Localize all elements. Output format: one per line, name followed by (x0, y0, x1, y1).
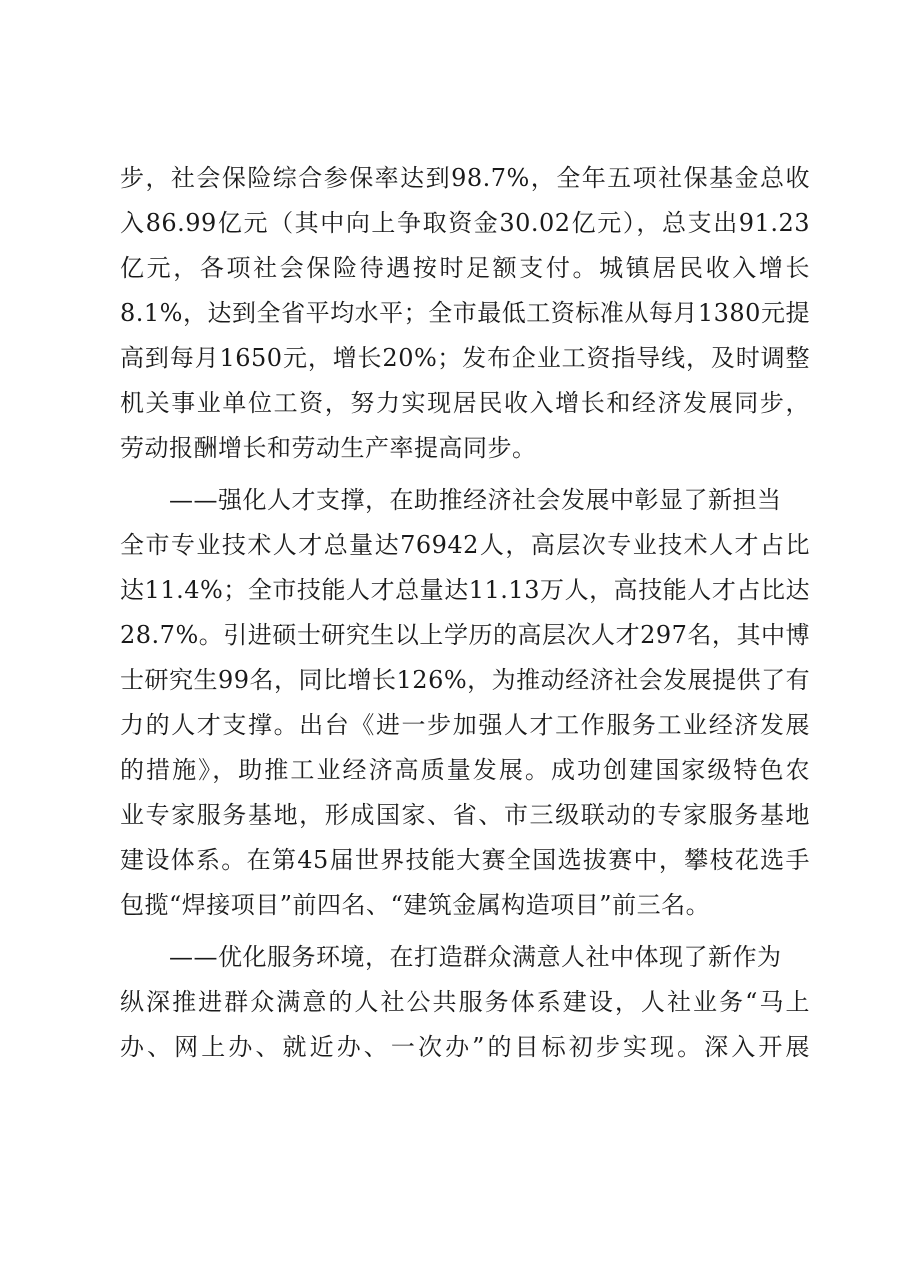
text-line: 高到每月1650元，增长20%；发布企业工资指导线，及时调整 (120, 344, 810, 372)
text-line: 士研究生99名，同比增长126%，为推动经济社会发展提供了有 (120, 666, 811, 694)
text-line: 劳动报酬增长和劳动生产率提高同步。 (120, 434, 537, 462)
text-line: 业专家服务基地，形成国家、省、市三级联动的专家服务基地 (120, 801, 810, 829)
text-line: 机关事业单位工资，努力实现居民收入增长和经济发展同步， (120, 389, 810, 417)
text-line: 入86.99亿元（其中向上争取资金30.02亿元），总支出91.23 (120, 209, 810, 237)
paragraph-spacer (120, 928, 810, 935)
text-line: 的措施》，助推工业经济高质量发展。成功创建国家级特色农 (120, 756, 810, 784)
text-line: 亿元，各项社会保险待遇按时足额支付。城镇居民收入增长 (120, 254, 810, 282)
text-line: 步，社会保险综合参保率达到98.7%，全年五项社保基金总收 (120, 164, 810, 192)
text-line: 达11.4%；全市技能人才总量达11.13万人，高技能人才占比达 (120, 576, 810, 604)
paragraph-spacer (120, 471, 810, 478)
text-line: 力的人才支撑。出台《进一步加强人才工作服务工业经济发展 (120, 711, 810, 739)
text-line: 包揽“焊接项目”前四名、“建筑金属构造项目”前三名。 (120, 891, 711, 919)
paragraph-service-environment (120, 935, 810, 1070)
text-line: 8.1%，达到全省平均水平；全市最低工资标准从每月1380元提 (120, 299, 810, 327)
text-line: 建设体系。在第45届世界技能大赛全国选拔赛中，攀枝花选手 (120, 846, 810, 874)
text-line: ——优化服务环境，在打造群众满意人社中体现了新作为 (120, 943, 782, 971)
text-line: 办、网上办、就近办、一次办”的目标初步实现。深入开展 (120, 1033, 810, 1061)
text-line: ——强化人才支撑，在助推经济社会发展中彰显了新担当 (120, 486, 782, 514)
text-line: 全市专业技术人才总量达76942人，高层次专业技术人才占比 (120, 531, 810, 559)
text-line: 28.7%。引进硕士研究生以上学历的高层次人才297名，其中博 (120, 621, 810, 649)
document-body (120, 156, 810, 1070)
paragraph-social-insurance (120, 156, 810, 471)
paragraph-talent-support (120, 478, 810, 928)
text-line: 纵深推进群众满意的人社公共服务体系建设，人社业务“马上 (120, 988, 810, 1016)
